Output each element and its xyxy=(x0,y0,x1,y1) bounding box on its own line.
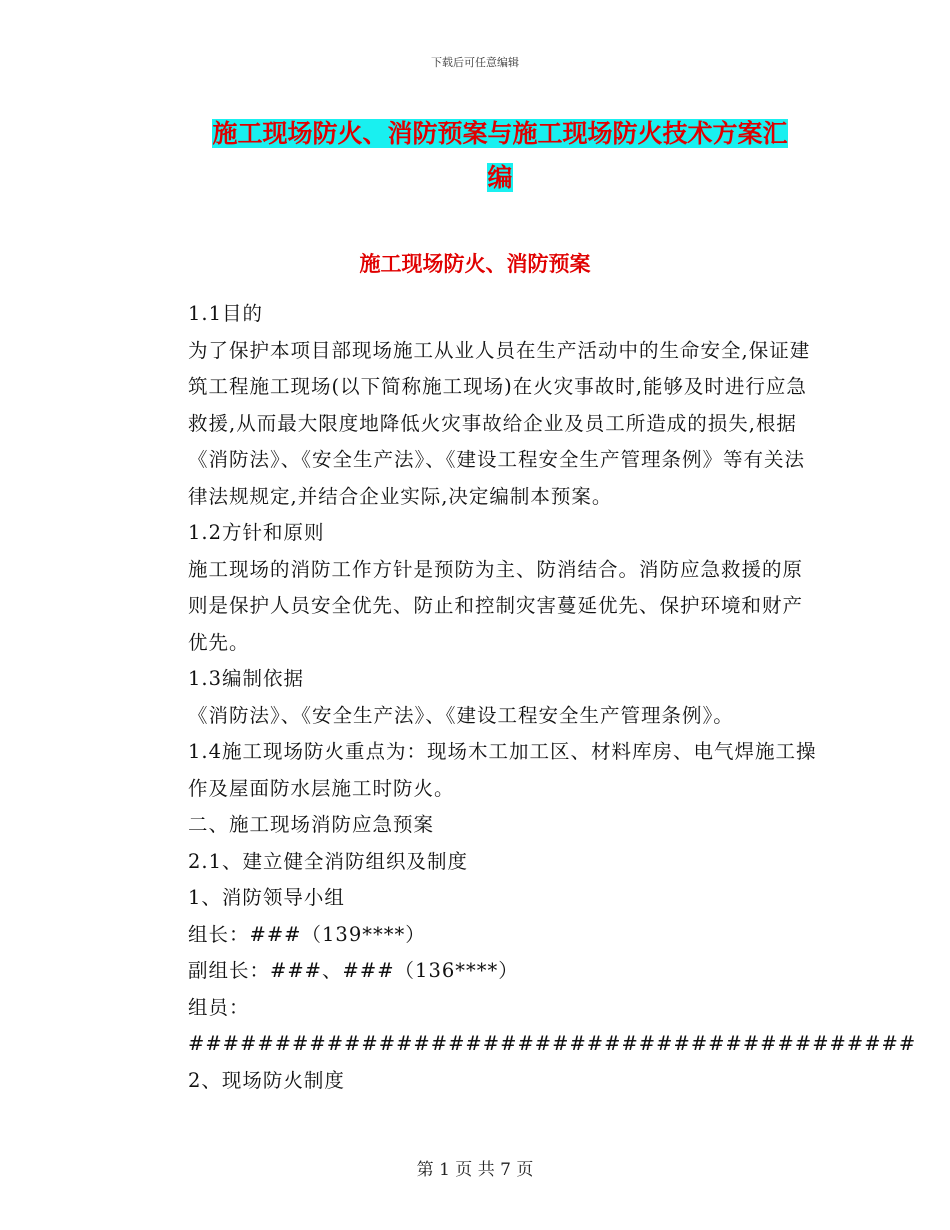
paragraph: 施工现场的消防工作方针是预防为主、防消结合。消防应急救援的原则是保护人员安全优先、防止和控制灾害蔓延优先、保护环境和财产优先。 xyxy=(188,557,804,654)
paragraph: 1.1目的 xyxy=(188,302,264,325)
paragraph: 1、消防领导小组 xyxy=(188,886,345,909)
title-line-1: 施工现场防火、消防预案与施工现场防火技术方案汇 xyxy=(212,119,788,148)
paragraph: 副组长：###、###（136****） xyxy=(188,959,519,982)
paragraph: 2、现场防火制度 xyxy=(188,1068,345,1092)
paragraph: 1.4施工现场防火重点为：现场木工加工区、材料库房、电气焊施工操作及屋面防水层施工时防火。 xyxy=(188,740,817,800)
paragraph: 二、施工现场消防应急预案 xyxy=(188,813,435,836)
paragraph: 2.1、建立健全消防组织及制度 xyxy=(188,849,469,873)
section-title: 施工现场防火、消防预案 xyxy=(359,251,591,276)
paragraph: 组员：########################################## xyxy=(188,995,917,1055)
page-footer: 第 1 页 共 7 页 xyxy=(416,1160,534,1180)
paragraph: 1.3编制依据 xyxy=(188,667,305,690)
paragraph: 为了保护本项目部现场施工从业人员在生产活动中的生命安全,保证建筑工程施工现场(以下简称施工现场)在火灾事故时,能够及时进行应急救援,从而最大限度地降低火灾事故给企业及员工所造成的损失,根据《消防法》、《安全生产法》、《建设工程安全生产管理条例》等有关法律法规规定,并结合企业实际,决定编制本预案。 xyxy=(188,338,811,508)
paragraph: 1.2方针和原则 xyxy=(188,521,325,544)
document-title xyxy=(190,112,810,200)
document-body xyxy=(140,296,917,1099)
title-line-2: 编 xyxy=(487,163,513,192)
paragraph: 《消防法》、《安全生产法》、《建设工程安全生产管理条例》。 xyxy=(188,703,734,727)
paragraph: 组长：###（139****） xyxy=(188,922,426,946)
page-header: 下载后可任意编辑 xyxy=(431,56,519,69)
